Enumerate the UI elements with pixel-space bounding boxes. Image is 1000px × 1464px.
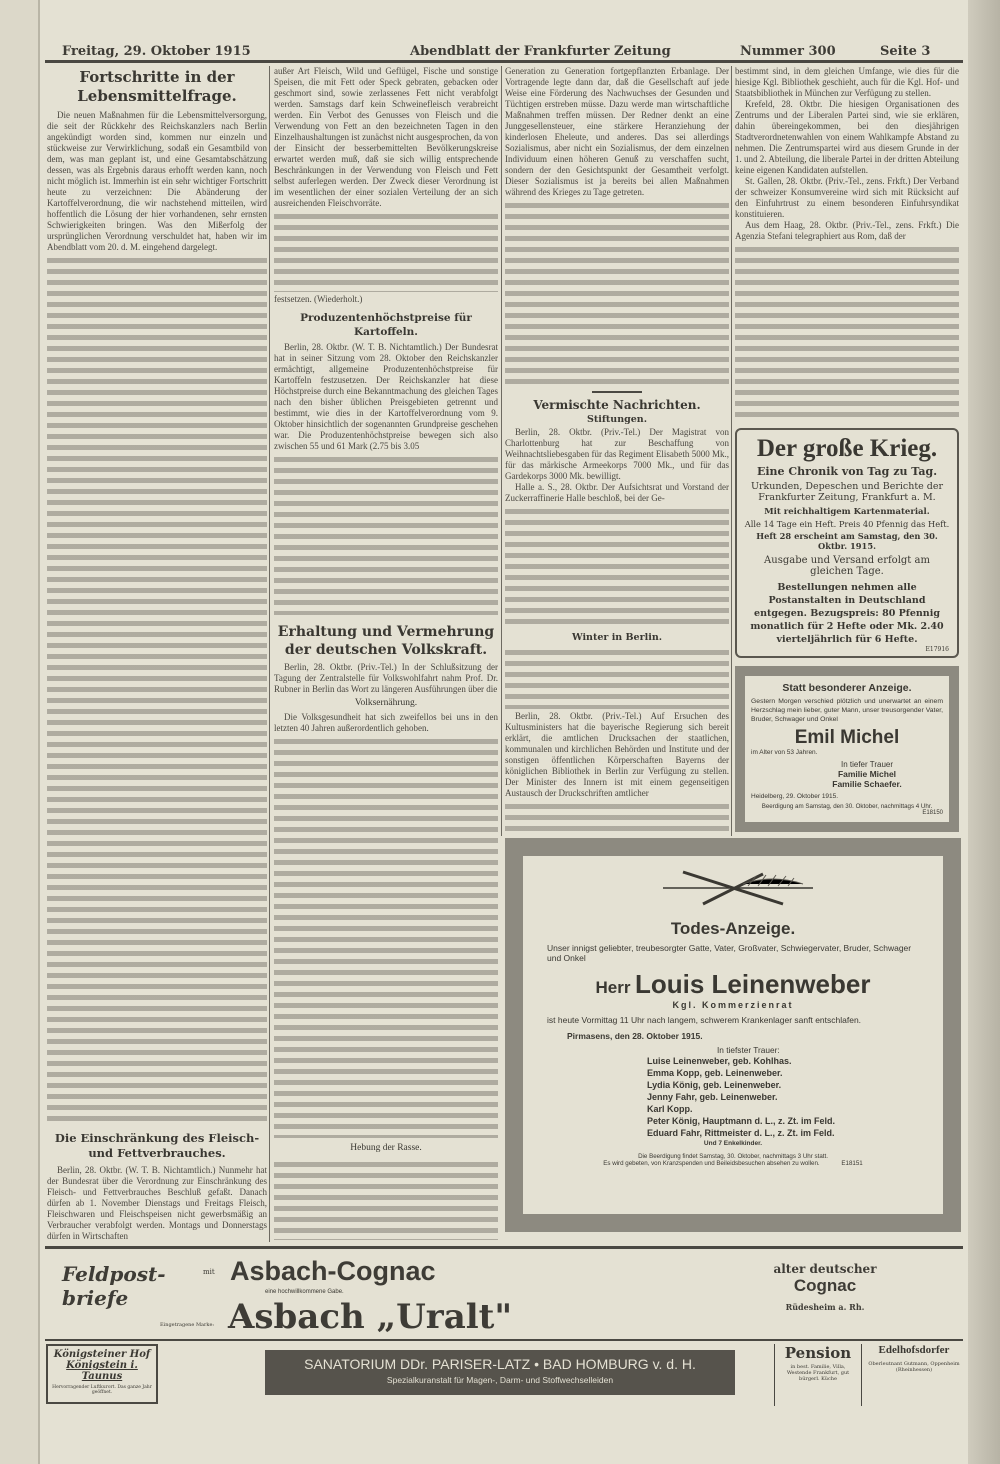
paragraph: Die neuen Maßnahmen für die Lebensmittelversorgung, die seit der Rückkehr des Reichskanzlers nach Berlin angekündigt worden sind, kommen nur einzeln und stückweise zur Verwirklichung, sodaß ein Gesamtbild von dem, was man geplant ist, und eine Gesamtabschätzung dessen, was als Ergebnis daraus erhofft werden kann, noch nicht möglich ist. Immerhin ist ein sehr wichtiger Fortschritt heute zu verzeichnen: Die Abänderung der Kartoffelverordnung, die wir nachstehend mitteilen, wird hoffentlich die Lösung der hier vorhandenen, sehr ernsten Schwierigkeiten bringen. Was den Mißerfolg der ursprünglichen Verordnung verschuldet hat, haben wir im Abendblatt vom 20. d. M. eingehend dargelegt. (47, 110, 267, 252)
header-paper-name: Abendblatt der Frankfurter Zeitung (410, 44, 671, 59)
subheading-stiftungen: Stiftungen. (586, 414, 648, 426)
article-body (274, 712, 498, 734)
obituary-heading: Statt besonderer Anzeige. (782, 682, 912, 694)
column-divider (269, 66, 270, 1242)
article-body (274, 66, 498, 209)
body-text-block (735, 244, 959, 422)
ad-title: Der große Krieg. (756, 435, 938, 462)
paragraph: Berlin, 28. Oktbr. (W. T. B. Nichtamtlich.) Nunmehr hat der Bundesrat über die Verordnung zur Einschränkung des Fleisch- und Fettverbrauches Beschluß gefaßt. Danach dürfen ab 1. November Dienstags und Freitags Fleisch, Fleischwaren und Fleischspeisen nicht gewerbsmäßig an Verbraucher verabfolgt werden. Montags und Donnerstags dürfen in Wirtschaften (47, 1165, 267, 1241)
mourners-label: In tiefster Trauer: (717, 1045, 780, 1055)
ad-text: Cognac (793, 1276, 857, 1295)
column-4 (735, 66, 959, 832)
article-title-volkskraft: Erhaltung und Vermehrung der deutschen Volkskraft. (277, 623, 495, 658)
honorific: Herr (595, 978, 631, 997)
column-divider (731, 66, 732, 836)
ad-code: E18151 (841, 1160, 863, 1167)
paragraph: Generation zu Generation fortgepflanzten Erbanlage. Der Vortragende legte dann dar, daß die Gesellschaft auf jede Weise eine Förderung des Nachwuchses der Gesunden und Tüchtigen erstreben müsse. Dazu werde man wirtschaftliche Maßnahmen treffen müssen. Der Redner denkt an eine Junggesellensteuer, eine stärkere Heranziehung der kinderlosen Eheleute, und anderes. Das sei allerdings Sozialismus, aber nicht ein Sozialismus, der dem einzelnen Individuum einen höheren Genuß zu verschaffen sucht, sondern der den Gesichtspunkt der Gesamtheit verfolgt. Dieser Sozialismus ist ja bereits bei allen Maßnahmen während des Krieges zu Tage getreten. (505, 66, 729, 197)
body-text-block (274, 211, 498, 292)
subheading-winter-in-berlin: Winter in Berlin. (571, 632, 663, 644)
obituary-note: Es wird gebeten, von Kranzspenden und Beileidsbesuchen absehen zu wollen. (603, 1160, 820, 1167)
obituary-emil-michel (735, 666, 959, 832)
paragraph: Halle a. S., 28. Oktbr. Der Aufsichtsrat und Vorstand der Zuckerraffinerie Halle beschloß, bei der Ge- (505, 482, 729, 504)
ad-text: Königsteiner Hof (53, 1349, 151, 1360)
ad-pension (774, 1344, 862, 1406)
mourner: Peter König, Hauptmann d. L., z. Zt. im Feld. (647, 1116, 836, 1126)
obituary-place-date: Heidelberg, 29. Oktober 1915. (751, 793, 839, 800)
obituary-note-row (547, 1160, 919, 1167)
paragraph: Krefeld, 28. Oktbr. Die hiesigen Organisationen des Zentrums und der Liberalen Partei sind, wie sie erklären, dahin übereingekommen, bei den diesjährigen Stadtverordnetenwahlen von einem Wahlkampfe Abstand zu nehmen. Die Zentrumspartei wird aus diesem Grunde in der 1. und 2. Abteilung, die liberale Partei in der dritten Abteilung keine eigenen Kandidaten aufstellen. (735, 99, 959, 175)
paragraph: Berlin, 28. Oktbr. (Priv.-Tel.) In der Schlußsitzung der Tagung der Zentralstelle für Volkswohlfahrt nahm Prof. Dr. Rubner in Berlin das Wort zu längeren Ausführungen über die (274, 661, 498, 694)
obituary-place-date: Pirmasens, den 28. Oktober 1915. (567, 1031, 703, 1041)
ad-text: Alle 14 Tage ein Heft. Preis 40 Pfennig das Heft. (744, 519, 950, 529)
ad-text: Hervorragender Luftkurort. Das ganze Jahr geöffnet. (52, 1385, 152, 1395)
ad-subtitle: Eine Chronik von Tag zu Tag. (756, 465, 938, 478)
ad-text: Heft 28 erscheint am Samstag, den 30. Oktbr. 1915. (756, 531, 938, 551)
ad-code: E18150 (922, 810, 943, 816)
ad-koenigstein (46, 1344, 158, 1404)
ad-text: in best. Familie, Villa, Westende Frankfurt, gut bürgerl. Küche (786, 1364, 850, 1382)
paragraph: Die Volksgesundheit hat sich zweifellos bei uns in den letzten 40 Jahren außerordentlich gehoben. (274, 711, 498, 733)
column-1 (47, 68, 267, 1242)
ad-sanatorium (265, 1350, 735, 1395)
ad-text: Rüdesheim a. Rh. (785, 1302, 865, 1312)
ads-rule (45, 1339, 963, 1341)
paragraph: Berlin, 28. Oktbr. (Priv.-Tel.) Der Magistrat von Charlottenburg hat zur Beschaffung von Weihnachtsliebesgaben für das Regiment Elisabeth 5000 Mk., für das märkische Armeekorps 7000 Mk., und für das Gardekorps 3000 Mk. bewilligt. (505, 427, 729, 482)
article-body (735, 66, 959, 242)
mourner: Luise Leinenweber, geb. Kohlhas. (647, 1056, 792, 1066)
header-number: Nummer 300 (740, 44, 836, 59)
burial-info: Die Beerdigung findet Samstag, 30. Oktober, nachmittags 3 Uhr statt. (638, 1153, 828, 1160)
ad-slogan: eine hochwillkommene Gabe. (265, 1289, 344, 1295)
article-body (274, 662, 498, 695)
ad-text: Edelhofsdorfer (878, 1344, 950, 1356)
ad-asbach-uralt: Asbach „Uralt" (228, 1297, 513, 1337)
obituary-age: im Alter von 53 Jahren. (751, 749, 818, 756)
paragraph: Aus dem Haag, 28. Oktbr. (Priv.-Tel., zens. Frkft.) Die Agenzia Stefani telegraphiert aus Rom, daß der (735, 220, 959, 241)
article-body (505, 427, 729, 504)
cross-palm-icon (643, 864, 823, 914)
page-binding-edge (968, 0, 1000, 1464)
obituary-heading: Todes-Anzeige. (670, 919, 796, 938)
obituary-louis-leinenweber (505, 838, 961, 1232)
subheading-volksernaehrung: Volksernährung. (354, 697, 418, 708)
paragraph: St. Gallen, 28. Oktbr. (Priv.-Tel., zens. Frkft.) Der Verband der schweizer Konsumvereine wird sich mit Rücksicht auf den Einfuhrtrust zu einem besonderen Einfuhrsyndikat konstituieren. (735, 176, 959, 219)
ad-text: mit (203, 1268, 215, 1276)
ad-alter-cognac (760, 1262, 890, 1312)
deceased-name: Louis Leinenweber (634, 969, 871, 999)
ad-text: Spezialkuranstalt für Magen-, Darm- und Stoffwechselleiden (386, 1375, 614, 1385)
paragraph: außer Art Fleisch, Wild und Geflügel, Fische und sonstige Speisen, die mit Fett oder Speck gebraten, gebacken oder geschmort sind, sowie zerlassenes Fett nicht verabfolgt werden. Samstags darf kein Schweinefleisch verabreicht werden. Ein Verbot des Genusses von Fleisch und die Verwendung von Fett an den bezeichneten Tagen in den Einzelhaushaltungen ist zunächst nicht ausgesprochen, da von der Einsicht der besserbemittelten Bevölkerungskreise erwartet werden muß, daß sie sich willig entsprechende Beschränkungen in der Verwendung von Fleisch und Fett selbst auferlegen werden. Der Zweck dieser Verordnung ist im wesentlichen der einer sozialen Verteilung der an sich ausreichenden Fleischvorräte. (274, 66, 498, 208)
article-body (47, 110, 267, 253)
article-body (274, 342, 498, 452)
header-rule (45, 60, 963, 63)
subheading-hebung-der-rasse: Hebung der Rasse. (350, 1143, 422, 1154)
section-title-vermischte: Vermischte Nachrichten. (533, 398, 701, 413)
body-text-block (47, 255, 267, 1123)
ads-rule (45, 1246, 963, 1249)
ad-asbach-cognac: Asbach-Cognac (230, 1256, 436, 1286)
section-rule (592, 391, 642, 393)
mourner: Eduard Fahr, Rittmeister d. L., z. Zt. im Feld. (647, 1128, 835, 1138)
article-title-einschraenkung: Die Einschränkung des Fleisch- und Fettverbrauches. (54, 1131, 260, 1160)
mourner: Familie Schaefer. (832, 779, 902, 789)
article-title-lebensmittel: Fortschritte in der Lebensmittelfrage. (77, 68, 237, 105)
ad-code: E17916 (925, 646, 949, 653)
mourner: Karl Kopp. (647, 1104, 693, 1114)
grandchildren: Und 7 Enkelkinder. (703, 1140, 763, 1147)
paragraph: Berlin, 28. Oktbr. (W. T. B. Nichtamtlich.) Der Bundesrat hat in seiner Sitzung vom 28. Oktober den Reichskanzler ermächtigt, allgemeine Produzentenhöchstpreise für Kartoffeln festzusetzen. Der Reichskanzler hat diese Höchstpreise durch eine Bekanntmachung des gleichen Tages nach den bisher üblichen Preisgebieten getrennt und bestimmt, wie dies in der Kartoffelverordnung vom 9. Oktober hinsichtlich der sogenannten Grundpreise geschehen war. Die Produzentenhöchstpreise bewegen sich also zwischen 55 und 61 Mark (2.75 bis 3.05 (274, 341, 498, 451)
mourner: Emma Kopp, geb. Leinenweber. (647, 1068, 783, 1078)
body-text-block (274, 454, 498, 615)
mourner: Familie Michel (837, 769, 897, 779)
article-body (505, 711, 729, 799)
body-text-block (505, 506, 729, 629)
column-divider (501, 66, 502, 836)
ad-text: Königstein i. Taunus (66, 1360, 138, 1382)
ad-feldpost: Feldpost-briefe (62, 1262, 166, 1310)
mourners-label: In tiefer Trauer (840, 760, 894, 769)
obituary-text: ist heute Vormittag 11 Uhr nach langem, schwerem Krankenlager sanft entschlafen. (547, 1015, 862, 1025)
burial-info: Beerdigung am Samstag, den 30. Oktober, nachmittags 4 Uhr. (761, 803, 933, 810)
mourner-list (647, 1055, 919, 1139)
paragraph: bestimmt sind, in dem gleichen Umfange, wie dies für die hiesige Kgl. Bibliothek geschieht, auch für die Kgl. Hof- und Staatsbibliothek in München zur Verfügung zu stellen. (735, 66, 959, 98)
body-text-block (274, 1159, 498, 1240)
deceased-name: Emil Michel (794, 727, 900, 748)
ad-text: Ausgabe und Versand erfolgt am gleichen Tage. (764, 555, 930, 577)
body-text-block (505, 647, 729, 709)
article-body (505, 66, 729, 198)
ad-text: SANATORIUM DDr. PARISER-LATZ • BAD HOMBURG v. d. H. (304, 1356, 696, 1372)
article-body (47, 1165, 267, 1242)
article-end: festsetzen. (Wiederholt.) (274, 293, 363, 304)
obituary-text: Gestern Morgen verschied plötzlich und unerwartet an einem Herzschlag mein lieber, guter Mann, unser treusorgender Vater, Bruder, Schwager und Onkel (751, 698, 943, 723)
ad-text: Urkunden, Depeschen und Berichte der Frankfurter Zeitung, Frankfurt a. M. (750, 481, 944, 503)
article-title-kartoffeln: Produzentenhöchstpreise für Kartoffeln. (300, 311, 472, 338)
body-text-block (274, 736, 498, 1139)
body-text-block (505, 200, 729, 385)
ad-text: Eingetragene Marke: (160, 1322, 215, 1328)
column-3 (505, 66, 729, 834)
column-2 (274, 66, 498, 1242)
mourner: Lydia König, geb. Leinenweber. (647, 1080, 782, 1090)
ad-text: alter deutscher (773, 1262, 877, 1276)
ad-edelhofsdorfer (862, 1344, 966, 1406)
ad-text: Pension (784, 1344, 852, 1362)
ad-text: Mit reichhaltigem Kartenmaterial. (764, 507, 930, 517)
obituary-text: Unser innigst geliebter, treubesorgter Gatte, Vater, Großvater, Schwiegervater, Bruder, Schwager und Onkel (547, 943, 912, 963)
ad-text: Oberleutnant Gutmann, Oppenheim (Rheinhessen) (868, 1361, 960, 1373)
ad-text: Bestellungen nehmen alle Postanstalten in Deutschland entgegen. Bezugspreis: 80 Pfennig monatlich für 2 Hefte oder Mk. 2.40 vierteljährlich für 6 Hefte. (750, 582, 944, 645)
mourner: Jenny Fahr, geb. Leinenweber. (647, 1092, 778, 1102)
body-text-block (505, 801, 729, 832)
header-date: Freitag, 29. Oktober 1915 (62, 44, 251, 59)
previous-page-edge (0, 0, 40, 1464)
ad-der-grosse-krieg (735, 428, 959, 658)
header-page: Seite 3 (880, 44, 931, 59)
paragraph: Berlin, 28. Oktbr. (Priv.-Tel.) Auf Ersuchen des Kultusministers hat die bayerische Regierung sich bereit erklärt, die amtlichen Drucksachen der staatlichen, kommunalen und kirchlichen Behörden und Institute und der sonstigen öffentlichen Körperschaften Bayerns der königlichen Bibliothek in Berlin zur Verfügung zu stellen. Der Minister des Innern ist mit einem gegenseitigen Austausch der Druckschriften amtlicher (505, 711, 729, 799)
deceased-title: Kgl. Kommerzienrat (672, 1000, 794, 1010)
